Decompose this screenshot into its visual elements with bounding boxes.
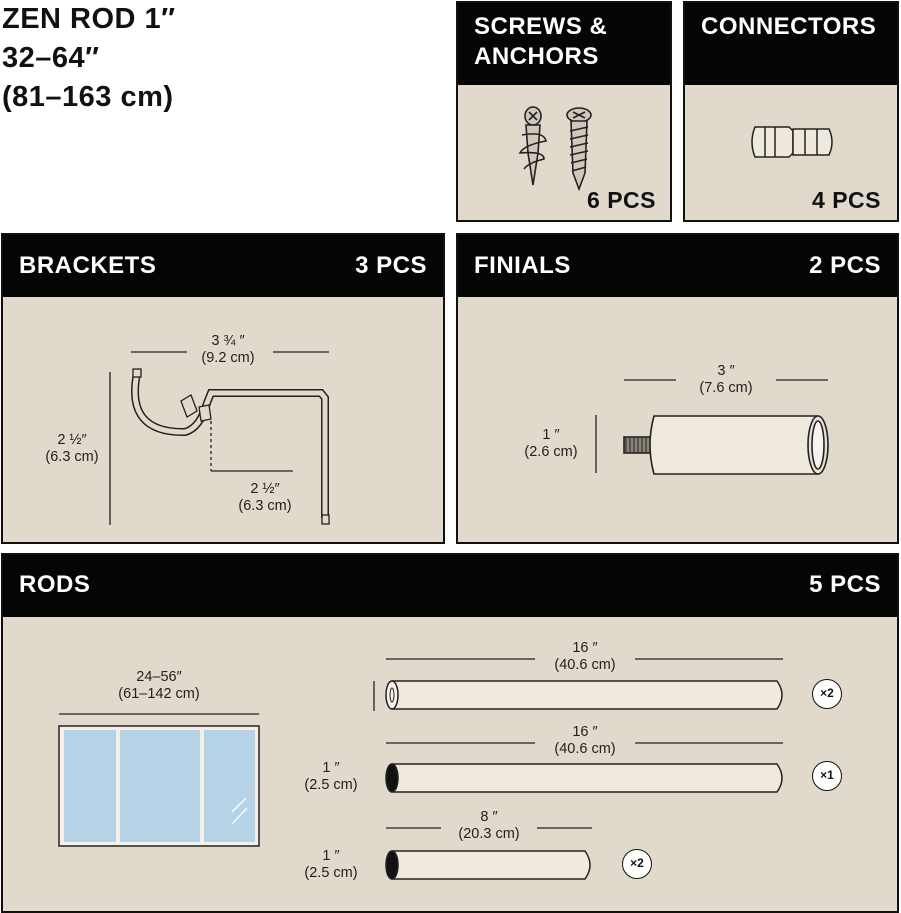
bracket-width-label xyxy=(183,333,273,367)
connector-icon xyxy=(752,127,832,157)
screws-label-line-2: ANCHORS xyxy=(474,43,599,70)
wall-anchor-icon xyxy=(520,107,546,185)
rods-count: 5 PCS xyxy=(809,571,881,598)
finials-count: 2 PCS xyxy=(809,252,881,279)
finial-icon xyxy=(624,416,828,474)
bracket-height-cm: (6.3 cm) xyxy=(45,449,99,465)
finial-length-cm: (7.6 cm) xyxy=(699,380,753,396)
rod-2-length-in: 16 ″ xyxy=(572,724,598,740)
rod-2-length-cm: (40.6 cm) xyxy=(554,741,616,757)
wood-screw-icon xyxy=(567,108,591,189)
bracket-depth-in: 2 ½″ xyxy=(250,481,280,497)
rod-2-qty-badge: ×1 xyxy=(812,761,842,791)
bracket-height-label xyxy=(35,432,109,466)
finial-length-in: 3 ″ xyxy=(717,363,735,379)
rod-3-diameter-in: 1 ″ xyxy=(322,848,340,864)
brackets-label: BRACKETS xyxy=(19,252,157,279)
rod-2-length-label xyxy=(539,724,631,758)
rod-icon xyxy=(386,764,782,792)
finial-illustration xyxy=(458,235,899,544)
bracket-height-in: 2 ½″ xyxy=(57,432,87,448)
title-line-2: 32–64″ xyxy=(2,42,100,74)
window-width-in: 24–56″ xyxy=(136,669,182,685)
product-title xyxy=(2,0,176,117)
rod-3-length-label xyxy=(443,809,535,843)
window-width-label xyxy=(103,669,215,703)
rod-3-diameter-cm: (2.5 cm) xyxy=(304,865,358,881)
rod-2-diameter-label xyxy=(293,760,369,794)
bracket-depth-cm: (6.3 cm) xyxy=(238,498,292,514)
screws-label-line-1: SCREWS & xyxy=(474,13,608,40)
bracket-width-cm: (9.2 cm) xyxy=(201,350,255,366)
screws-count: 6 PCS xyxy=(587,187,656,213)
rod-3-qty-badge: ×2 xyxy=(622,849,652,879)
rod-1-qty-badge: ×2 xyxy=(812,679,842,709)
rod-icon xyxy=(386,681,782,709)
finial-diameter-cm: (2.6 cm) xyxy=(524,444,578,460)
rods-panel xyxy=(1,553,899,913)
title-line-3: (81–163 cm) xyxy=(2,81,174,113)
screws-anchors-panel xyxy=(456,1,672,222)
bracket-illustration xyxy=(3,235,445,544)
brackets-count: 3 PCS xyxy=(355,252,427,279)
rod-3-diameter-label xyxy=(293,848,369,882)
rod-1-length-label xyxy=(539,640,631,674)
rods-label: RODS xyxy=(19,571,91,598)
finial-diameter-label xyxy=(514,427,588,461)
brackets-panel xyxy=(1,233,445,544)
rod-3-length-cm: (20.3 cm) xyxy=(458,826,520,842)
finials-label: FINIALS xyxy=(474,252,571,279)
connectors-count: 4 PCS xyxy=(812,187,881,213)
bracket-width-in: 3 ¾ ″ xyxy=(211,333,245,349)
rod-2-diameter-cm: (2.5 cm) xyxy=(304,777,358,793)
rod-3-length-in: 8 ″ xyxy=(480,809,498,825)
connectors-panel xyxy=(683,1,899,222)
window-icon xyxy=(59,726,259,846)
connectors-label: CONNECTORS xyxy=(701,13,877,40)
rods-illustration xyxy=(3,555,899,913)
title-line-1: ZEN ROD 1″ xyxy=(2,3,176,35)
finial-length-label xyxy=(681,363,771,397)
bracket-depth-label xyxy=(228,481,302,515)
finial-diameter-in: 1 ″ xyxy=(542,427,560,443)
rod-2-diameter-in: 1 ″ xyxy=(322,760,340,776)
finials-panel xyxy=(456,233,899,544)
window-width-cm: (61–142 cm) xyxy=(118,686,200,702)
rod-1-length-in: 16 ″ xyxy=(572,640,598,656)
rod-1-length-cm: (40.6 cm) xyxy=(554,657,616,673)
rod-icon xyxy=(386,851,590,879)
